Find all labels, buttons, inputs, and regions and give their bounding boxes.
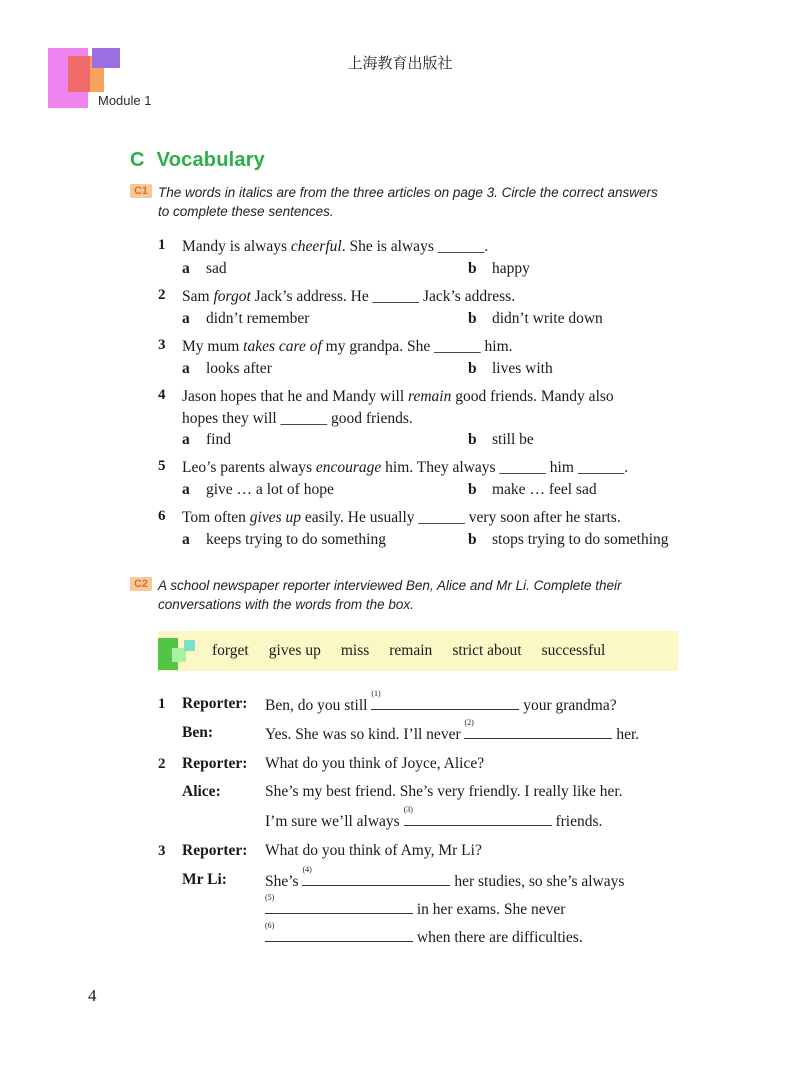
- question-number: 3: [158, 337, 166, 353]
- publisher-name: 上海教育出版社: [347, 54, 453, 72]
- question-text: Sam forgot Jack’s address. He ______ Jack’s address.: [182, 288, 516, 305]
- dialogue-line: (6) when there are difficulties.: [265, 921, 583, 946]
- dialogue-line: (5) in her exams. She never: [265, 893, 566, 918]
- speaker-label: Reporter:: [182, 842, 248, 859]
- question-number: 2: [158, 287, 166, 303]
- c2-instruction: [158, 576, 698, 614]
- answer-blank-6[interactable]: (6): [265, 927, 413, 942]
- speaker-label: Ben:: [182, 724, 213, 741]
- option-a[interactable]: a looks after: [182, 360, 272, 377]
- dialogue-number: 1: [158, 696, 166, 712]
- module-label: Module 1: [98, 93, 152, 108]
- c1-instruction-line2: to complete these sentences.: [158, 204, 334, 219]
- dialogue-line: She’s (4) her studies, so she’s always: [265, 865, 625, 890]
- option-b[interactable]: b make … feel sad: [468, 481, 597, 498]
- c2-tag: C2: [130, 577, 152, 591]
- answer-blank-1[interactable]: (1): [371, 695, 519, 710]
- option-a[interactable]: a didn’t remember: [182, 310, 310, 327]
- section-title: [130, 149, 265, 172]
- answer-blank-2[interactable]: (2): [464, 724, 612, 739]
- c2-instruction-line1: A school newspaper reporter interviewed Ben, Alice and Mr Li. Complete their: [158, 578, 622, 593]
- speaker-label: Reporter:: [182, 755, 248, 772]
- question-number: 6: [158, 508, 166, 524]
- dialogue-line: Yes. She was so kind. I’ll never (2) her.: [265, 718, 640, 743]
- question-text: Tom often gives up easily. He usually ______ very soon after he starts.: [182, 509, 621, 526]
- answer-blank-5[interactable]: (5): [265, 899, 413, 914]
- question-text: Mandy is always cheerful. She is always ______.: [182, 238, 489, 255]
- dialogue-line: Ben, do you still (1) your grandma?: [265, 689, 617, 714]
- c1-instruction: [158, 183, 698, 221]
- speaker-label: Mr Li:: [182, 871, 227, 888]
- option-a[interactable]: a keeps trying to do something: [182, 531, 386, 548]
- dialogue-line: She’s my best friend. She’s very friendly. I really like her.: [265, 783, 623, 800]
- word-box-decoration: [184, 640, 195, 651]
- option-b[interactable]: b still be: [468, 431, 534, 448]
- word-item: gives up: [268, 642, 321, 659]
- word-item: remain: [389, 642, 433, 659]
- option-a[interactable]: a give … a lot of hope: [182, 481, 334, 498]
- word-item: forget: [212, 642, 249, 659]
- option-b[interactable]: b happy: [468, 260, 530, 277]
- page-number: 4: [88, 986, 97, 1005]
- c1-tag: C1: [130, 184, 152, 198]
- question-text: Jason hopes that he and Mandy will remain good friends. Mandy also: [182, 388, 614, 405]
- speaker-label: Alice:: [182, 783, 221, 800]
- word-item: successful: [541, 642, 606, 659]
- question-number: 1: [158, 237, 166, 253]
- answer-blank-4[interactable]: (4): [302, 871, 450, 886]
- speaker-label: Reporter:: [182, 695, 248, 712]
- section-title-text: Vocabulary: [156, 149, 265, 171]
- dialogue-line: What do you think of Joyce, Alice?: [265, 755, 485, 772]
- section-letter: C: [130, 149, 145, 171]
- dialogue-line: What do you think of Amy, Mr Li?: [265, 842, 482, 859]
- question-text-line2: hopes they will ______ good friends.: [182, 410, 413, 427]
- question-text: My mum takes care of my grandpa. She ______ him.: [182, 338, 513, 355]
- answer-blank-3[interactable]: (3): [404, 811, 552, 826]
- option-a[interactable]: a sad: [182, 260, 227, 277]
- dialogue-number: 2: [158, 756, 166, 772]
- c1-instruction-line1: The words in italics are from the three articles on page 3. Circle the correct answers: [158, 185, 658, 200]
- option-b[interactable]: b didn’t write down: [468, 310, 603, 327]
- question-text: Leo’s parents always encourage him. They always ______ him ______.: [182, 459, 629, 476]
- question-number: 4: [158, 387, 166, 403]
- c2-instruction-line2: conversations with the words from the box.: [158, 597, 414, 612]
- word-item: miss: [340, 642, 370, 659]
- option-b[interactable]: b stops trying to do something: [468, 531, 669, 548]
- word-item: strict about: [452, 642, 522, 659]
- option-b[interactable]: b lives with: [468, 360, 553, 377]
- word-list: [212, 642, 605, 660]
- question-number: 5: [158, 458, 166, 474]
- dialogue-line: I’m sure we’ll always (3) friends.: [265, 805, 603, 830]
- dialogue-number: 3: [158, 843, 166, 859]
- option-a[interactable]: a find: [182, 431, 231, 448]
